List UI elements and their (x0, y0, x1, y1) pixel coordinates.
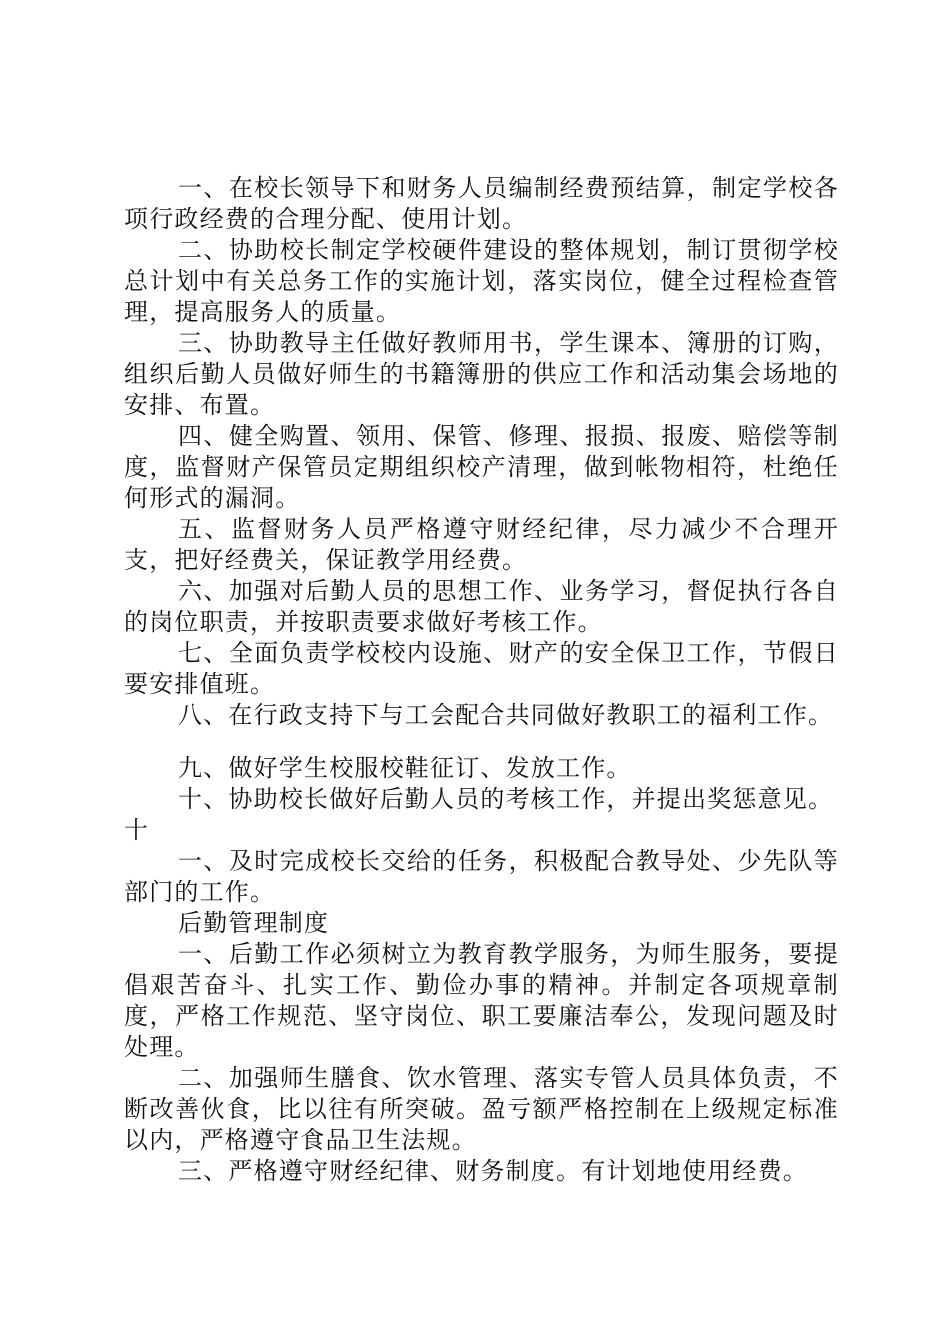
rule-2: 二、加强师生膳食、饮水管理、落实专管人员具体负责，不断改善伙食，比以往有所突破。盈亏额严格控制在上级规定标准以内，严格遵守食品卫生法规。 (124, 1064, 839, 1154)
paragraph-1: 一、在校长领导下和财务人员编制经费预结算，制定学校各项行政经费的合理分配、使用计划。 (124, 174, 839, 233)
paragraph-11-prefix: 十 (124, 816, 150, 844)
paragraph-3: 三、协助教导主任做好教师用书，学生课本、簿册的订购，组织后勤人员做好师生的书籍簿册的供应工作和活动集会场地的安排、布置。 (124, 329, 839, 419)
rule-3: 三、严格遵守财经纪律、财务制度。有计划地使用经费。 (178, 1157, 808, 1185)
paragraph-7: 七、全面负责学校校内设施、财产的安全保卫工作，节假日要安排值班。 (124, 639, 839, 698)
paragraph-2: 二、协助校长制定学校硬件建设的整体规划，制订贯彻学校总计划中有关总务工作的实施计划，落实岗位，健全过程检查管理，提高服务人的质量。 (124, 236, 839, 326)
paragraph-11: 一、及时完成校长交给的任务，积极配合教导处、少先队等部门的工作。 (124, 847, 839, 906)
paragraph-5: 五、监督财务人员严格遵守财经纪律，尽力减少不合理开支，把好经费关，保证教学用经费。 (124, 515, 839, 574)
paragraph-6: 六、加强对后勤人员的思想工作、业务学习，督促执行各自的岗位职责，并按职责要求做好考核工作。 (124, 577, 839, 636)
rule-1: 一、后勤工作必须树立为教育教学服务，为师生服务，要提倡艰苦奋斗、扎实工作、勤俭办事的精神。并制定各项规章制度，严格工作规范、坚守岗位、职工要廉洁奉公，发现问题及时处理。 (124, 940, 839, 1061)
paragraph-9: 九、做好学生校服校鞋征订、发放工作。 (178, 754, 632, 782)
section-heading: 后勤管理制度 (178, 909, 330, 937)
document-body (124, 173, 839, 1187)
paragraph-8: 八、在行政支持下与工会配合共同做好教职工的福利工作。 (178, 701, 834, 729)
paragraph-10: 十、协助校长做好后勤人员的考核工作，并提出奖惩意见。 (178, 785, 834, 813)
paragraph-4: 四、健全购置、领用、保管、修理、报损、报废、赔偿等制度，监督财产保管员定期组织校产清理，做到帐物相符，杜绝任何形式的漏洞。 (124, 422, 839, 512)
